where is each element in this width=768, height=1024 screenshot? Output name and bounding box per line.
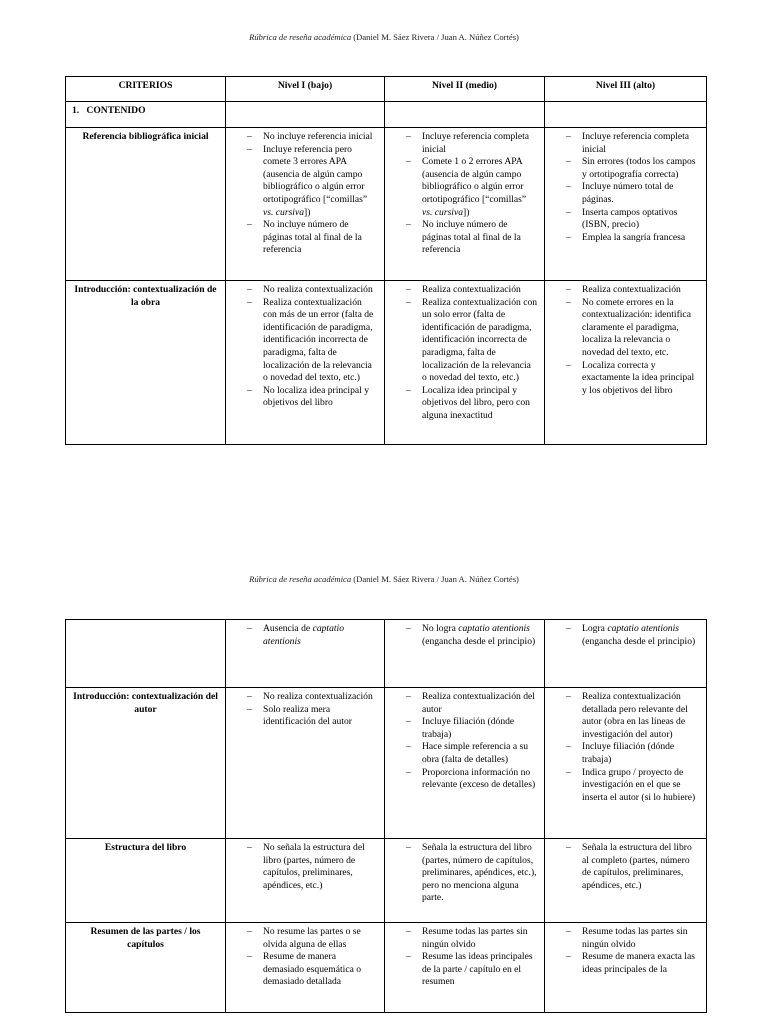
section-contenido: 1. CONTENIDO — [66, 102, 226, 128]
level-list — [391, 131, 538, 257]
level-item: – Resume de manera exacta las ideas principales de la — [551, 951, 700, 976]
level-item: – Realiza contextualización con más de un error (falta de identificación de paradigma, identificación incorrecta de paradigma, falta de localización de la relevancia o novedad del texto, etc.) — [232, 297, 378, 385]
level-item: – Logra captatio atentionis (engancha desde el principio) — [551, 623, 700, 648]
level-list — [232, 284, 378, 410]
running-header — [0, 574, 768, 584]
document-page-2 — [0, 525, 768, 1024]
table-row — [66, 281, 707, 445]
header-nivel-3: Nivel III (alto) — [545, 77, 707, 102]
level-list — [551, 131, 700, 244]
level-item: – Localiza idea principal y objetivos del libro, pero con alguna inexactitud — [391, 385, 538, 423]
page-gap — [0, 505, 768, 525]
level-item: – Resume todas las partes sin ningún olvido — [551, 926, 700, 951]
criterion-label: Estructura del libro — [66, 839, 226, 923]
level-item: – Inserta campos optativos (ISBN, precio) — [551, 207, 700, 232]
level-item: – Comete 1 o 2 errores APA (ausencia de algún campo bibliográfico o algún error ortotipográfico [“comillas” vs. cursiva]) — [391, 156, 538, 219]
level-item: – Señala la estructura del libro al completo (partes, número de capítulos, preliminares, apéndices, etc.) — [551, 842, 700, 892]
level-item: – No incluye número de páginas total al final de la referencia — [232, 219, 378, 257]
level-item: – Señala la estructura del libro (partes, número de capítulos, preliminares, apéndices, etc.), pero no menciona alguna parte. — [391, 842, 538, 905]
level-item: – No comete errores en la contextualización: identifica claramente el paradigma, localiza la relevancia o novedad del texto, etc. — [551, 297, 700, 360]
section-row — [66, 102, 707, 128]
level-item: – Resume de manera demasiado esquemática o demasiado detallada — [232, 951, 378, 989]
level-item: – No incluye referencia inicial — [232, 131, 378, 144]
criterion-label: Introducción: contextualización del autor — [66, 688, 226, 839]
level-item: – Incluye filiación (dónde trabaja) — [391, 716, 538, 741]
level-item: – No logra captatio atentionis (engancha desde el principio) — [391, 623, 538, 648]
level-item: – Proporciona información no relevante (exceso de detalles) — [391, 767, 538, 792]
header-authors: (Daniel M. Sáez Rivera / Juan A. Núñez Cortés) — [353, 574, 519, 584]
level-item: – Incluye referencia completa inicial — [391, 131, 538, 156]
level-item: – No resume las partes o se olvida alguna de ellas — [232, 926, 378, 951]
level-item: – Emplea la sangría francesa — [551, 232, 700, 245]
document-page-1 — [0, 0, 768, 505]
table-row — [66, 128, 707, 281]
header-nivel-2: Nivel II (medio) — [385, 77, 545, 102]
level-item: – Realiza contextualización — [391, 284, 538, 297]
level-list — [391, 691, 538, 792]
rubric-table-page-2 — [65, 619, 707, 1013]
level-item: – Realiza contextualización del autor — [391, 691, 538, 716]
header-criterios: CRITERIOS — [66, 77, 226, 102]
level-item: – No realiza contextualización — [232, 284, 378, 297]
table-row — [66, 839, 707, 923]
level-list — [391, 926, 538, 989]
level-list — [551, 691, 700, 804]
level-item: – Realiza contextualización detallada pero relevante del autor (obra en las líneas de investigación del autor) — [551, 691, 700, 741]
level-item: – Realiza contextualización con un solo error (falta de identificación de paradigma, identificación incorrecta de paradigma, falta de localización de la relevancia o novedad del texto, etc.) — [391, 297, 538, 385]
table-header-row — [66, 77, 707, 102]
level-item: – Localiza correcta y exactamente la idea principal y los objetivos del libro — [551, 360, 700, 398]
level-item: – Realiza contextualización — [551, 284, 700, 297]
level-list — [232, 623, 378, 648]
level-list — [391, 284, 538, 423]
level-item: – Incluye número total de páginas. — [551, 181, 700, 206]
header-authors: (Daniel M. Sáez Rivera / Juan A. Núñez Cortés) — [353, 32, 519, 42]
header-title: Rúbrica de reseña académica — [249, 574, 352, 584]
level-item: – Hace simple referencia a su obra (falta de detalles) — [391, 741, 538, 766]
level-list — [232, 926, 378, 989]
level-list — [551, 284, 700, 397]
criterion-label: Referencia bibliográfica inicial — [66, 128, 226, 281]
level-item: – Indica grupo / proyecto de investigación en el que se inserta el autor (si lo hubiere) — [551, 767, 700, 805]
level-item: – No señala la estructura del libro (partes, número de capítulos, preliminares, apéndices, etc.) — [232, 842, 378, 892]
level-list — [232, 131, 378, 257]
level-list — [391, 842, 538, 905]
rubric-table-page-1 — [65, 76, 707, 445]
table-row — [66, 688, 707, 839]
level-item: – No incluye número de páginas total al final de la referencia — [391, 219, 538, 257]
running-header — [0, 32, 768, 42]
header-nivel-1: Nivel I (bajo) — [226, 77, 385, 102]
level-list — [551, 842, 700, 892]
level-item: – Ausencia de captatio atentionis — [232, 623, 378, 648]
level-item: – Incluye referencia pero comete 3 errores APA (ausencia de algún campo bibliográfico o algún error ortotipográfico [“comillas” vs. cursiva]) — [232, 144, 378, 220]
level-list — [232, 691, 378, 729]
level-item: – No localiza idea principal y objetivos del libro — [232, 385, 378, 410]
level-list — [551, 926, 700, 976]
level-item: – Incluye filiación (dónde trabaja) — [551, 741, 700, 766]
level-item: – Incluye referencia completa inicial — [551, 131, 700, 156]
criterion-label: Resumen de las partes / los capítulos — [66, 923, 226, 1013]
table-row — [66, 923, 707, 1013]
level-list — [232, 842, 378, 892]
table-row — [66, 620, 707, 688]
level-item: – Sin errores (todos los campos y ortotipografía correcta) — [551, 156, 700, 181]
header-title: Rúbrica de reseña académica — [249, 32, 352, 42]
level-item: – No realiza contextualización — [232, 691, 378, 704]
level-list — [391, 623, 538, 648]
level-item: – Solo realiza mera identificación del autor — [232, 704, 378, 729]
criterion-label: Introducción: contextualización de la obra — [66, 281, 226, 445]
level-list — [551, 623, 700, 648]
level-item: – Resume todas las partes sin ningún olvido — [391, 926, 538, 951]
level-item: – Resume las ideas principales de la parte / capítulo en el resumen — [391, 951, 538, 989]
